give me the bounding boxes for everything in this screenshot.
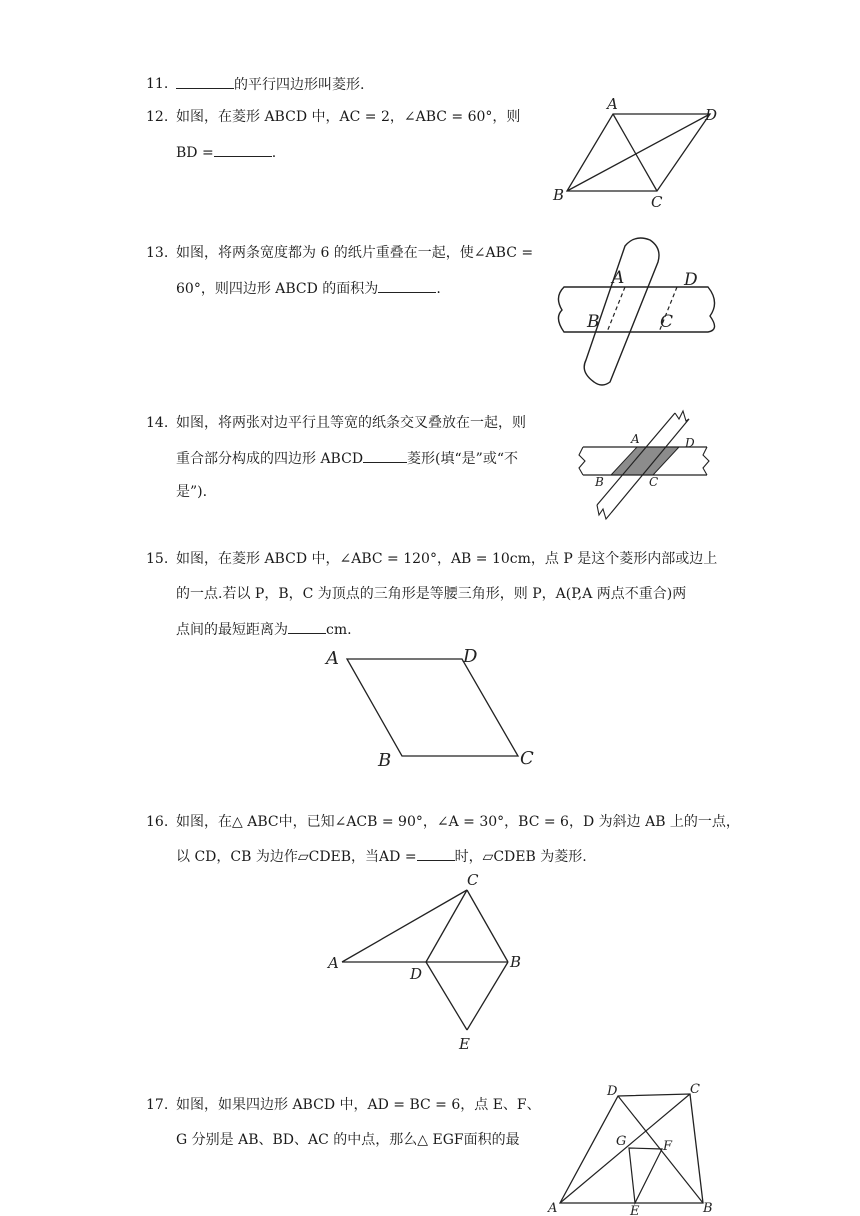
question-number: 16.	[146, 814, 169, 830]
question-text-line-2: G 分别是 AB、BD、AC 的中点，那么△ EGF面积的最	[176, 1132, 520, 1148]
overlap-parallelogram	[611, 447, 679, 475]
vertex-label-a: A	[631, 432, 640, 446]
vertex-label-b: B	[587, 312, 600, 332]
segment-eb	[467, 962, 508, 1030]
torn-edge	[703, 447, 709, 475]
question-text-part: 点间的最短距离为	[176, 622, 288, 638]
question-text-line-3: 是”).	[176, 484, 208, 500]
vertex-label-a: A	[328, 954, 339, 972]
question-number: 14.	[146, 415, 169, 431]
segment-ac	[342, 890, 467, 962]
vertex-label-b: B	[703, 1201, 713, 1216]
vertex-label-a: A	[607, 95, 618, 113]
question-text-line-3	[176, 619, 352, 640]
question-text-line-2	[176, 846, 587, 867]
question-text-line-2	[176, 142, 276, 163]
question-number: 17.	[146, 1097, 169, 1113]
vertex-label-c: C	[660, 312, 674, 332]
dashed-edge-ab	[607, 287, 625, 332]
vertex-label-d: D	[684, 270, 698, 290]
question-text-line-2: 的一点.若以 P，B，C 为顶点的三角形是等腰三角形，则 P，A(P,A 两点不重合)两	[176, 586, 687, 602]
question-text-line-1: 如图，如果四边形 ABCD 中，AD = BC = 6，点 E、F、	[176, 1097, 541, 1113]
crossed-strips-figure	[575, 405, 720, 523]
vertex-label-c: C	[649, 475, 659, 489]
question-number: 11.	[146, 76, 169, 92]
question-text-part: 重合部分构成的四边形 ABCD	[176, 451, 364, 467]
question-text-line-2	[176, 278, 441, 299]
answer-blank[interactable]	[176, 74, 234, 89]
question-text-part: 以 CD，CB 为边作▱CDEB，当AD =	[176, 849, 417, 865]
vertex-label-d: D	[685, 436, 695, 450]
vertex-label-d: D	[463, 646, 478, 667]
question-text-part: 的平行四边形叫菱形.	[234, 77, 365, 93]
overlapping-strips-figure	[550, 232, 725, 392]
vertex-label-a: A	[326, 648, 339, 669]
question-text-part: 时，▱CDEB 为菱形.	[454, 849, 587, 865]
vertex-label-b: B	[595, 475, 604, 489]
vertex-label-a: A	[612, 268, 625, 288]
question-text-line-1: 如图，将两张对边平行且等宽的纸条交叉叠放在一起，则	[176, 415, 526, 431]
torn-edge	[675, 411, 689, 421]
horizontal-paper-strip	[558, 287, 714, 332]
vertex-label-b: B	[553, 186, 565, 204]
vertex-label-c: C	[690, 1082, 700, 1097]
segment-cb	[467, 890, 508, 962]
question-text-part: .	[436, 281, 441, 297]
triangle-egf	[629, 1148, 662, 1203]
vertex-label-g: G	[616, 1134, 627, 1149]
quadrilateral-midpoints-figure	[545, 1078, 725, 1216]
question-text-line-1: 如图，将两条宽度都为 6 的纸片重叠在一起，使∠ABC =	[176, 245, 534, 261]
question-text-part: 60°，则四边形 ABCD 的面积为	[176, 281, 379, 297]
answer-blank[interactable]	[214, 142, 272, 157]
question-text-part: cm.	[326, 622, 352, 638]
torn-edge	[597, 505, 611, 519]
answer-blank[interactable]	[417, 846, 455, 861]
question-number: 12.	[146, 109, 169, 125]
question-number: 15.	[146, 551, 169, 567]
vertex-label-f: F	[663, 1139, 673, 1154]
answer-blank[interactable]	[363, 448, 407, 463]
question-text-part: .	[271, 145, 277, 161]
segment-cd	[426, 890, 467, 962]
vertex-label-c: C	[467, 871, 479, 889]
rhombus-figure	[545, 92, 725, 212]
question-text-line-1: 如图，在△ ABC中，已知∠ACB = 90°，∠A = 30°，BC = 6，D 为斜边 AB 上的一点，	[176, 814, 740, 830]
vertex-label-d: D	[410, 965, 423, 983]
diagonal-ac	[613, 114, 657, 191]
vertex-label-b: B	[510, 953, 522, 971]
rhombus-figure	[320, 642, 545, 772]
vertex-label-b: B	[378, 750, 392, 771]
question-text-line-1: 如图，在菱形 ABCD 中，AC = 2，∠ABC = 60°，则	[176, 109, 521, 125]
segment-de	[426, 962, 467, 1030]
vertex-label-e: E	[630, 1204, 640, 1216]
question-text-part: BD =	[176, 145, 214, 161]
torn-edge	[579, 447, 585, 475]
question-number: 13.	[146, 245, 169, 261]
diagonal-bd	[567, 114, 710, 191]
question-text-line-2	[176, 448, 518, 469]
vertex-label-a: A	[548, 1201, 558, 1216]
answer-blank[interactable]	[378, 278, 436, 293]
question-text-line-1: 如图，在菱形 ABCD 中，∠ABC = 120°，AB = 10cm，点 P 是这个菱形内部或边上	[176, 551, 718, 567]
triangle-rhombus-figure	[320, 870, 535, 1055]
answer-blank[interactable]	[288, 619, 326, 634]
vertex-label-e: E	[459, 1035, 470, 1053]
question-text	[176, 74, 364, 95]
vertex-label-d: D	[607, 1084, 618, 1099]
rhombus-outline	[347, 659, 518, 756]
question-text-part: 菱形(填“是”或“不	[407, 451, 518, 467]
vertex-label-c: C	[651, 193, 663, 211]
vertex-label-c: C	[520, 748, 534, 769]
vertex-label-d: D	[705, 106, 718, 124]
